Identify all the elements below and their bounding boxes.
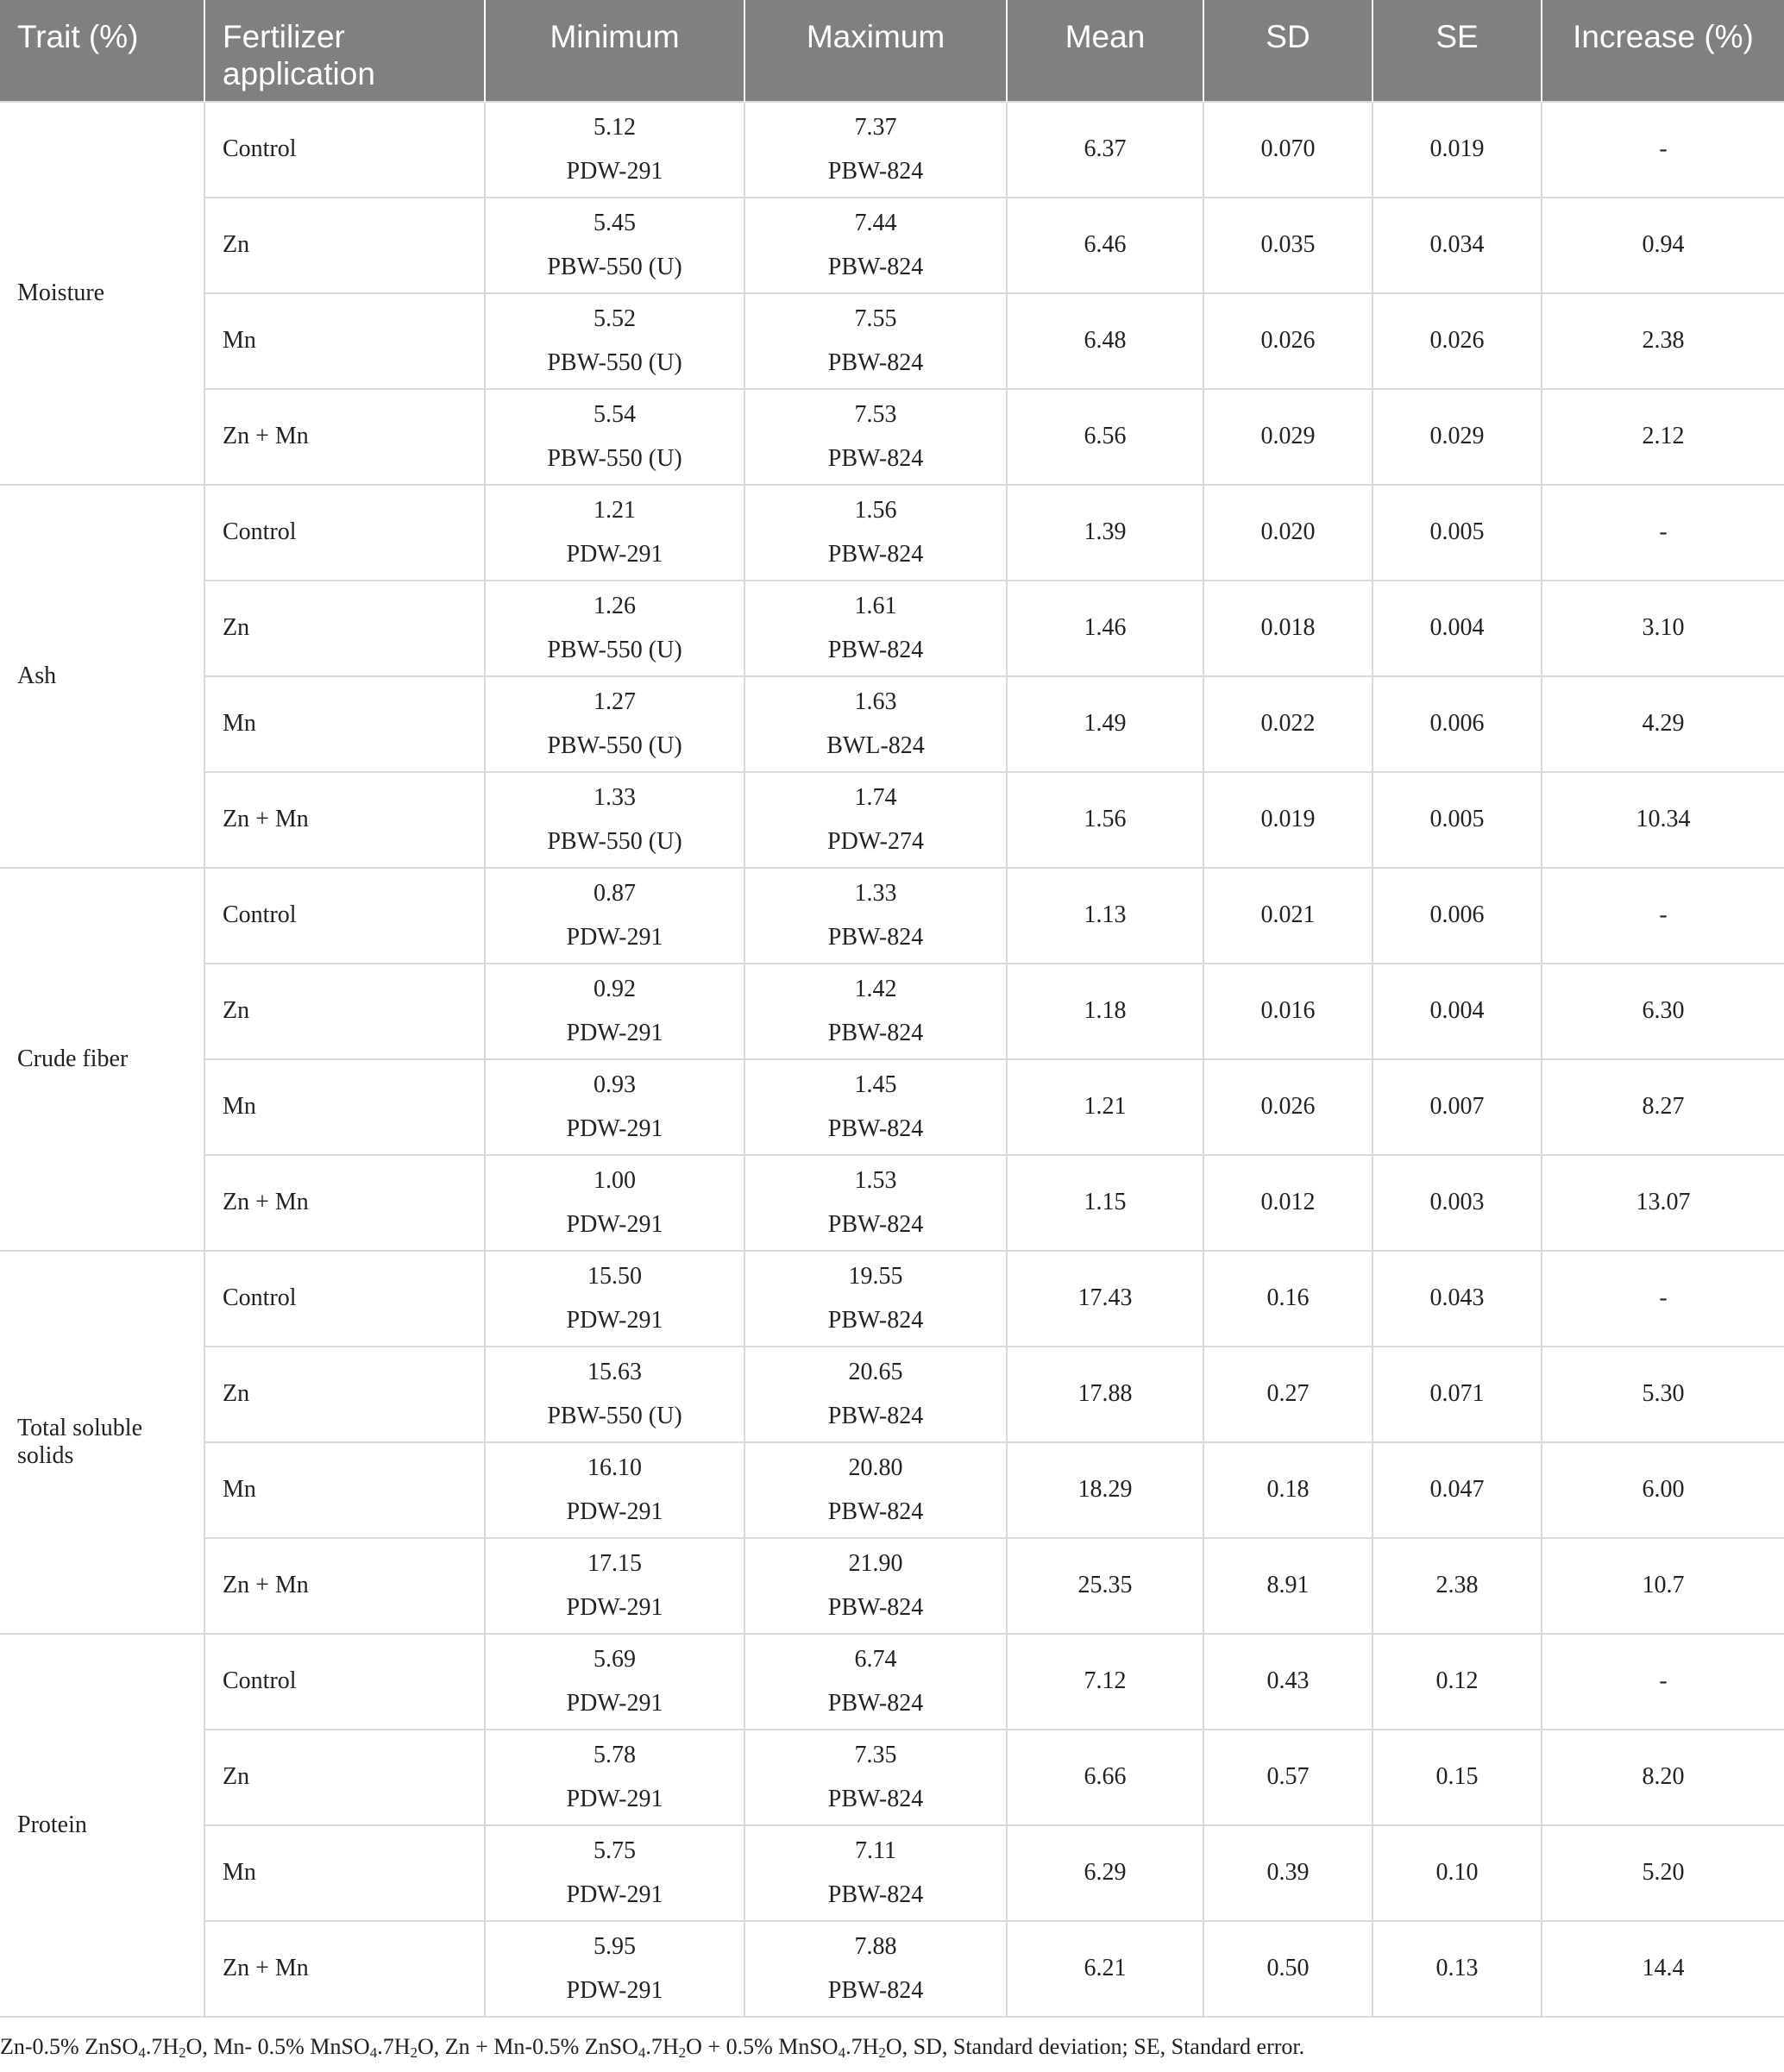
se-cell: 0.13 (1373, 1921, 1542, 2017)
increase-cell: 2.38 (1542, 293, 1784, 389)
maximum-value: 19.55 (848, 1263, 903, 1290)
table-row (0, 1921, 1784, 2017)
minimum-variety: PDW-291 (566, 923, 663, 951)
minimum-value: 1.26 (594, 593, 636, 620)
mean-cell: 6.37 (1007, 102, 1203, 198)
minimum-cell (485, 1730, 744, 1825)
se-cell: 0.12 (1373, 1634, 1542, 1730)
maximum-cell (744, 676, 1007, 772)
header-sd: SD (1203, 0, 1373, 102)
sd-cell: 0.020 (1203, 485, 1373, 581)
minimum-cell (485, 1921, 744, 2017)
minimum-variety: PBW-550 (U) (547, 444, 682, 472)
mean-cell: 1.18 (1007, 964, 1203, 1059)
trait-cell: Ash (0, 485, 204, 868)
maximum-value: 7.11 (855, 1837, 896, 1865)
table-row (0, 1634, 1784, 1730)
minimum-value: 5.45 (594, 210, 636, 237)
table-row (0, 868, 1784, 964)
maximum-cell (744, 868, 1007, 964)
maximum-cell (744, 1825, 1007, 1921)
minimum-variety: PBW-550 (U) (547, 1402, 682, 1429)
minimum-value: 17.15 (587, 1550, 642, 1578)
fertilizer-cell: Zn + Mn (204, 772, 485, 868)
footnote-subscript: 2 (878, 2044, 886, 2061)
minimum-value: 16.10 (587, 1454, 642, 1482)
increase-cell: 0.94 (1542, 198, 1784, 293)
sd-cell: 0.39 (1203, 1825, 1373, 1921)
maximum-variety: PBW-824 (827, 1019, 924, 1046)
maximum-cell (744, 1442, 1007, 1538)
maximum-variety: PBW-824 (827, 636, 924, 663)
se-cell: 0.071 (1373, 1347, 1542, 1442)
mean-cell: 17.88 (1007, 1347, 1203, 1442)
minimum-cell (485, 1825, 744, 1921)
mean-cell: 25.35 (1007, 1538, 1203, 1634)
maximum-variety: PBW-824 (827, 1785, 924, 1812)
table-row (0, 485, 1784, 581)
minimum-value: 5.78 (594, 1742, 636, 1769)
sd-cell: 0.012 (1203, 1155, 1373, 1251)
mean-cell: 1.46 (1007, 581, 1203, 676)
maximum-cell (744, 485, 1007, 581)
se-cell: 0.003 (1373, 1155, 1542, 1251)
minimum-variety: PDW-291 (566, 1976, 663, 2004)
maximum-value: 1.45 (854, 1071, 897, 1099)
footnote-text: O, SD, Standard deviation; SE, Standard error. (885, 2034, 1305, 2059)
minimum-value: 1.27 (594, 688, 636, 716)
se-cell: 2.38 (1373, 1538, 1542, 1634)
sd-cell: 0.018 (1203, 581, 1373, 676)
minimum-cell (485, 485, 744, 581)
footnote-subscript: 2 (678, 2044, 687, 2061)
mean-cell: 1.56 (1007, 772, 1203, 868)
minimum-cell (485, 1634, 744, 1730)
footnote-subscript: 2 (410, 2044, 418, 2061)
footnote-subscript: 4 (638, 2044, 646, 2061)
se-cell: 0.026 (1373, 293, 1542, 389)
fertilizer-cell: Zn (204, 1347, 485, 1442)
table-row (0, 964, 1784, 1059)
table-row (0, 389, 1784, 485)
maximum-value: 1.61 (854, 593, 897, 620)
se-cell: 0.006 (1373, 676, 1542, 772)
minimum-cell (485, 198, 744, 293)
minimum-cell (485, 293, 744, 389)
sd-cell: 0.026 (1203, 293, 1373, 389)
sd-cell: 0.019 (1203, 772, 1373, 868)
sd-cell: 0.43 (1203, 1634, 1373, 1730)
minimum-cell (485, 868, 744, 964)
fertilizer-cell: Mn (204, 676, 485, 772)
minimum-variety: PDW-291 (566, 1210, 663, 1238)
mean-cell: 17.43 (1007, 1251, 1203, 1347)
maximum-value: 1.53 (854, 1167, 897, 1195)
maximum-value: 1.63 (854, 688, 897, 716)
minimum-variety: PBW-550 (U) (547, 348, 682, 376)
fertilizer-cell: Control (204, 1634, 485, 1730)
maximum-value: 7.53 (854, 401, 897, 429)
sd-cell: 0.070 (1203, 102, 1373, 198)
se-cell: 0.047 (1373, 1442, 1542, 1538)
maximum-cell (744, 1634, 1007, 1730)
se-cell: 0.043 (1373, 1251, 1542, 1347)
maximum-cell (744, 102, 1007, 198)
minimum-cell (485, 676, 744, 772)
table-row (0, 198, 1784, 293)
maximum-variety: PBW-824 (827, 1880, 924, 1908)
mean-cell: 1.49 (1007, 676, 1203, 772)
maximum-value: 1.33 (854, 880, 897, 907)
se-cell: 0.004 (1373, 581, 1542, 676)
fertilizer-cell: Zn (204, 964, 485, 1059)
trait-cell: Moisture (0, 102, 204, 485)
maximum-variety: PBW-824 (827, 444, 924, 472)
minimum-variety: PBW-550 (U) (547, 827, 682, 855)
table-row (0, 1730, 1784, 1825)
footnote-text: O, Zn + Mn-0.5% ZnSO (417, 2034, 638, 2059)
minimum-value: 5.52 (594, 305, 636, 333)
trait-cell: Total soluble solids (0, 1251, 204, 1634)
maximum-value: 7.35 (854, 1742, 897, 1769)
mean-cell: 18.29 (1007, 1442, 1203, 1538)
table-row (0, 1538, 1784, 1634)
fertilizer-cell: Zn + Mn (204, 389, 485, 485)
header-mean: Mean (1007, 0, 1203, 102)
maximum-variety: PBW-824 (827, 1402, 924, 1429)
sd-cell: 8.91 (1203, 1538, 1373, 1634)
maximum-cell (744, 1921, 1007, 2017)
minimum-value: 0.92 (594, 976, 636, 1003)
mean-cell: 6.46 (1007, 198, 1203, 293)
minimum-value: 15.63 (587, 1359, 642, 1386)
minimum-cell (485, 581, 744, 676)
increase-cell: 14.4 (1542, 1921, 1784, 2017)
minimum-variety: PDW-291 (566, 1689, 663, 1717)
table-row (0, 102, 1784, 198)
increase-cell: - (1542, 102, 1784, 198)
fertilizer-cell: Zn (204, 198, 485, 293)
increase-cell: - (1542, 485, 1784, 581)
minimum-value: 5.12 (594, 114, 636, 141)
footnote-text: .7H (377, 2034, 411, 2059)
increase-cell: 6.00 (1542, 1442, 1784, 1538)
se-cell: 0.019 (1373, 102, 1542, 198)
minimum-value: 5.75 (594, 1837, 636, 1865)
header-maximum: Maximum (744, 0, 1007, 102)
increase-cell: - (1542, 868, 1784, 964)
maximum-value: 7.88 (854, 1933, 897, 1961)
maximum-variety: PBW-824 (827, 1976, 924, 2004)
maximum-value: 1.42 (854, 976, 897, 1003)
mean-cell: 6.48 (1007, 293, 1203, 389)
maximum-cell (744, 1155, 1007, 1251)
fertilizer-cell: Zn + Mn (204, 1538, 485, 1634)
increase-cell: 5.30 (1542, 1347, 1784, 1442)
maximum-cell (744, 772, 1007, 868)
mean-cell: 1.15 (1007, 1155, 1203, 1251)
increase-cell: 6.30 (1542, 964, 1784, 1059)
increase-cell: 10.34 (1542, 772, 1784, 868)
mean-cell: 7.12 (1007, 1634, 1203, 1730)
minimum-variety: PDW-291 (566, 1114, 663, 1142)
se-cell: 0.029 (1373, 389, 1542, 485)
table-row (0, 1155, 1784, 1251)
maximum-variety: PBW-824 (827, 1689, 924, 1717)
fertilizer-cell: Zn + Mn (204, 1921, 485, 2017)
maximum-value: 1.74 (854, 784, 897, 812)
se-cell: 0.005 (1373, 772, 1542, 868)
mean-cell: 6.56 (1007, 389, 1203, 485)
fertilizer-cell: Control (204, 102, 485, 198)
minimum-value: 5.95 (594, 1933, 636, 1961)
sd-cell: 0.016 (1203, 964, 1373, 1059)
fertilizer-cell: Mn (204, 1442, 485, 1538)
increase-cell: 4.29 (1542, 676, 1784, 772)
trait-cell: Protein (0, 1634, 204, 2017)
maximum-variety: PBW-824 (827, 1306, 924, 1334)
footnote-text: O + 0.5% MnSO (686, 2034, 839, 2059)
footnote-text: .7H (145, 2034, 179, 2059)
table-row (0, 772, 1784, 868)
header-se: SE (1373, 0, 1542, 102)
maximum-variety: PBW-824 (827, 540, 924, 568)
minimum-variety: PDW-291 (566, 1593, 663, 1621)
increase-cell: 8.20 (1542, 1730, 1784, 1825)
minimum-variety: PDW-291 (566, 540, 663, 568)
maximum-cell (744, 198, 1007, 293)
table-row (0, 1059, 1784, 1155)
footnote-subscript: 2 (179, 2044, 186, 2061)
maximum-value: 20.80 (848, 1454, 903, 1482)
footnote-text: .7H (845, 2034, 879, 2059)
se-cell: 0.15 (1373, 1730, 1542, 1825)
maximum-variety: PBW-824 (827, 348, 924, 376)
maximum-variety: PBW-824 (827, 1114, 924, 1142)
mean-cell: 1.13 (1007, 868, 1203, 964)
maximum-variety: PDW-274 (827, 827, 924, 855)
table-row (0, 1442, 1784, 1538)
fertilizer-cell: Mn (204, 1825, 485, 1921)
sd-cell: 0.18 (1203, 1442, 1373, 1538)
header-increase: Increase (%) (1542, 0, 1784, 102)
table-row (0, 676, 1784, 772)
maximum-cell (744, 1059, 1007, 1155)
minimum-cell (485, 772, 744, 868)
maximum-value: 20.65 (848, 1359, 903, 1386)
minimum-cell (485, 389, 744, 485)
increase-cell: 8.27 (1542, 1059, 1784, 1155)
maximum-value: 7.44 (854, 210, 897, 237)
se-cell: 0.007 (1373, 1059, 1542, 1155)
table-body (0, 102, 1784, 2017)
mean-cell: 6.21 (1007, 1921, 1203, 2017)
maximum-variety: BWL-824 (826, 731, 925, 759)
sd-cell: 0.022 (1203, 676, 1373, 772)
maximum-cell (744, 1251, 1007, 1347)
se-cell: 0.004 (1373, 964, 1542, 1059)
se-cell: 0.005 (1373, 485, 1542, 581)
table-footnote (0, 2034, 1784, 2060)
trait-cell: Crude fiber (0, 868, 204, 1251)
maximum-cell (744, 581, 1007, 676)
minimum-cell (485, 102, 744, 198)
fertilizer-cell: Mn (204, 293, 485, 389)
minimum-cell (485, 1059, 744, 1155)
minimum-variety: PDW-291 (566, 1497, 663, 1525)
minimum-cell (485, 964, 744, 1059)
minimum-value: 15.50 (587, 1263, 642, 1290)
header-trait: Trait (%) (0, 0, 204, 102)
maximum-value: 1.56 (854, 497, 897, 524)
header-fertilizer: Fertilizer application (204, 0, 485, 102)
maximum-variety: PBW-824 (827, 157, 924, 185)
maximum-variety: PBW-824 (827, 253, 924, 280)
sd-cell: 0.035 (1203, 198, 1373, 293)
minimum-variety: PBW-550 (U) (547, 731, 682, 759)
minimum-value: 1.00 (594, 1167, 636, 1195)
minimum-cell (485, 1347, 744, 1442)
maximum-cell (744, 389, 1007, 485)
table-row (0, 1347, 1784, 1442)
maximum-value: 6.74 (854, 1646, 897, 1673)
increase-cell: 2.12 (1542, 389, 1784, 485)
footnote-subscript: 4 (138, 2044, 146, 2061)
table-row (0, 293, 1784, 389)
minimum-cell (485, 1538, 744, 1634)
fertilizer-cell: Zn (204, 581, 485, 676)
mean-cell: 6.66 (1007, 1730, 1203, 1825)
minimum-variety: PDW-291 (566, 1306, 663, 1334)
sd-cell: 0.021 (1203, 868, 1373, 964)
footnote-text: O, Mn- 0.5% MnSO (185, 2034, 370, 2059)
minimum-variety: PDW-291 (566, 157, 663, 185)
increase-cell: 3.10 (1542, 581, 1784, 676)
footnote-subscript: 4 (369, 2044, 378, 2061)
maximum-variety: PBW-824 (827, 1210, 924, 1238)
sd-cell: 0.50 (1203, 1921, 1373, 2017)
mean-cell: 6.29 (1007, 1825, 1203, 1921)
sd-cell: 0.27 (1203, 1347, 1373, 1442)
minimum-value: 1.21 (594, 497, 636, 524)
fertilizer-cell: Zn (204, 1730, 485, 1825)
header-minimum: Minimum (485, 0, 744, 102)
footnote-subscript: 4 (838, 2044, 846, 2061)
fertilizer-cell: Zn + Mn (204, 1155, 485, 1251)
increase-cell: - (1542, 1251, 1784, 1347)
table-row (0, 1825, 1784, 1921)
minimum-variety: PBW-550 (U) (547, 253, 682, 280)
maximum-variety: PBW-824 (827, 1497, 924, 1525)
minimum-variety: PBW-550 (U) (547, 636, 682, 663)
sd-cell: 0.16 (1203, 1251, 1373, 1347)
maximum-variety: PBW-824 (827, 1593, 924, 1621)
maximum-cell (744, 1538, 1007, 1634)
minimum-value: 1.33 (594, 784, 636, 812)
footnote-text: Zn-0.5% ZnSO (0, 2034, 139, 2059)
sd-cell: 0.57 (1203, 1730, 1373, 1825)
increase-cell: 13.07 (1542, 1155, 1784, 1251)
minimum-value: 5.69 (594, 1646, 636, 1673)
minimum-cell (485, 1251, 744, 1347)
increase-cell: 5.20 (1542, 1825, 1784, 1921)
fertilizer-cell: Mn (204, 1059, 485, 1155)
footnote-text: .7H (645, 2034, 679, 2059)
maximum-cell (744, 293, 1007, 389)
sd-cell: 0.026 (1203, 1059, 1373, 1155)
header-row (0, 0, 1784, 102)
fertilizer-cell: Control (204, 1251, 485, 1347)
table-row (0, 1251, 1784, 1347)
maximum-cell (744, 1730, 1007, 1825)
minimum-variety: PDW-291 (566, 1019, 663, 1046)
table-row (0, 581, 1784, 676)
maximum-cell (744, 1347, 1007, 1442)
minimum-value: 0.87 (594, 880, 636, 907)
minimum-cell (485, 1442, 744, 1538)
se-cell: 0.034 (1373, 198, 1542, 293)
maximum-cell (744, 964, 1007, 1059)
maximum-value: 21.90 (848, 1550, 903, 1578)
maximum-value: 7.55 (854, 305, 897, 333)
minimum-cell (485, 1155, 744, 1251)
fertilizer-cell: Control (204, 485, 485, 581)
se-cell: 0.006 (1373, 868, 1542, 964)
maximum-variety: PBW-824 (827, 923, 924, 951)
mean-cell: 1.21 (1007, 1059, 1203, 1155)
mean-cell: 1.39 (1007, 485, 1203, 581)
minimum-value: 0.93 (594, 1071, 636, 1099)
fertilizer-cell: Control (204, 868, 485, 964)
increase-cell: 10.7 (1542, 1538, 1784, 1634)
increase-cell: - (1542, 1634, 1784, 1730)
maximum-value: 7.37 (854, 114, 897, 141)
minimum-value: 5.54 (594, 401, 636, 429)
sd-cell: 0.029 (1203, 389, 1373, 485)
minimum-variety: PDW-291 (566, 1880, 663, 1908)
minimum-variety: PDW-291 (566, 1785, 663, 1812)
se-cell: 0.10 (1373, 1825, 1542, 1921)
